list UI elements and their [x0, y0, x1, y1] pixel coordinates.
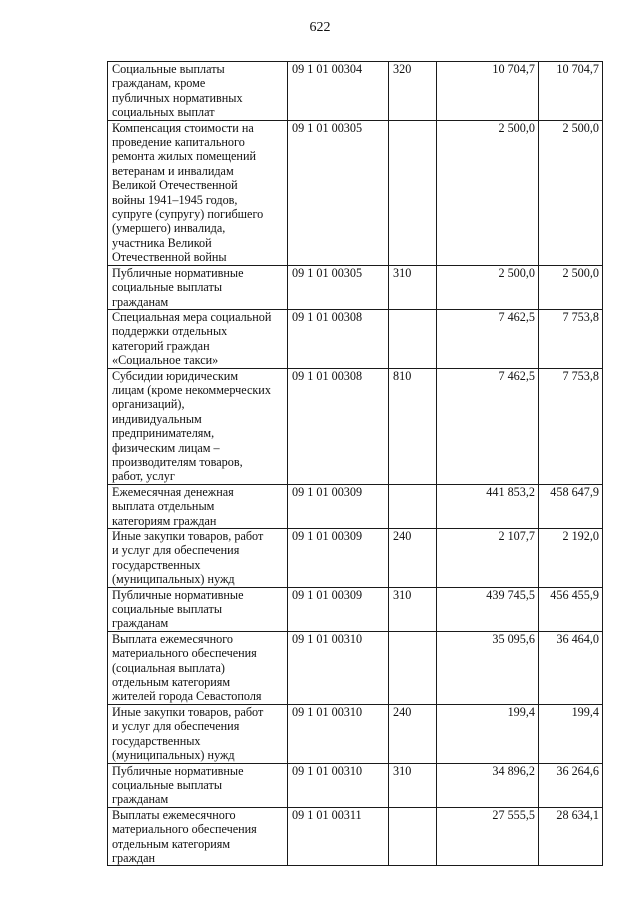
expense-name-cell: Публичные нормативные социальные выплаты гражданам [108, 265, 288, 309]
target-code-cell: 09 1 01 00310 [288, 763, 389, 807]
target-code-cell: 09 1 01 00308 [288, 309, 389, 368]
expense-name-cell: Специальная мера социальной поддержки отдельных категорий граждан «Социальное такси» [108, 309, 288, 368]
budget-table [107, 61, 603, 866]
expense-name-cell: Публичные нормативные социальные выплаты гражданам [108, 587, 288, 631]
amount-year1-cell: 2 500,0 [437, 120, 539, 265]
amount-year2-cell: 36 464,0 [539, 631, 603, 704]
amount-year2-cell: 2 192,0 [539, 529, 603, 588]
amount-year1-cell: 7 462,5 [437, 309, 539, 368]
amount-year1-cell: 35 095,6 [437, 631, 539, 704]
expense-name-cell: Субсидии юридическим лицам (кроме некоммерческих организаций), индивидуальным предпринимателям, физическим лицам – производителям товаров, работ, услуг [108, 368, 288, 484]
expense-type-cell: 310 [389, 763, 437, 807]
table-row [108, 368, 603, 484]
target-code-cell: 09 1 01 00309 [288, 484, 389, 528]
amount-year2-cell: 36 264,6 [539, 763, 603, 807]
expense-type-cell [389, 631, 437, 704]
expense-type-cell: 310 [389, 587, 437, 631]
expense-type-cell: 240 [389, 529, 437, 588]
expense-type-cell [389, 120, 437, 265]
amount-year2-cell: 10 704,7 [539, 62, 603, 121]
amount-year1-cell: 441 853,2 [437, 484, 539, 528]
target-code-cell: 09 1 01 00310 [288, 704, 389, 763]
expense-type-cell [389, 309, 437, 368]
table-row [108, 704, 603, 763]
expense-type-cell: 240 [389, 704, 437, 763]
expense-type-cell [389, 484, 437, 528]
target-code-cell: 09 1 01 00305 [288, 120, 389, 265]
amount-year2-cell: 7 753,8 [539, 309, 603, 368]
table-row [108, 484, 603, 528]
table-row [108, 763, 603, 807]
target-code-cell: 09 1 01 00311 [288, 807, 389, 866]
table-row [108, 807, 603, 866]
expense-name-cell: Компенсация стоимости на проведение капитального ремонта жилых помещений ветеранам и инвалидам Великой Отечественной войны 1941–1945 годов, супруге (супругу) погибшего (умершего) инвалида, участника Великой Отечественной войны [108, 120, 288, 265]
table-row [108, 120, 603, 265]
expense-name-cell: Иные закупки товаров, работ и услуг для обеспечения государственных (муниципальных) нужд [108, 529, 288, 588]
amount-year2-cell: 458 647,9 [539, 484, 603, 528]
expense-name-cell: Выплаты ежемесячного материального обеспечения отдельным категориям граждан [108, 807, 288, 866]
table-row [108, 529, 603, 588]
table-row [108, 587, 603, 631]
amount-year2-cell: 199,4 [539, 704, 603, 763]
expense-type-cell: 310 [389, 265, 437, 309]
amount-year1-cell: 199,4 [437, 704, 539, 763]
amount-year1-cell: 34 896,2 [437, 763, 539, 807]
expense-type-cell [389, 807, 437, 866]
amount-year1-cell: 2 500,0 [437, 265, 539, 309]
table-row [108, 309, 603, 368]
amount-year1-cell: 27 555,5 [437, 807, 539, 866]
amount-year2-cell: 7 753,8 [539, 368, 603, 484]
expense-name-cell: Выплата ежемесячного материального обеспечения (социальная выплата) отдельным категориям жителей города Севастополя [108, 631, 288, 704]
page-number: 622 [309, 20, 331, 35]
amount-year1-cell: 439 745,5 [437, 587, 539, 631]
expense-name-cell: Публичные нормативные социальные выплаты гражданам [108, 763, 288, 807]
expense-name-cell: Социальные выплаты гражданам, кроме публичных нормативных социальных выплат [108, 62, 288, 121]
table-row [108, 265, 603, 309]
amount-year2-cell: 28 634,1 [539, 807, 603, 866]
target-code-cell: 09 1 01 00308 [288, 368, 389, 484]
target-code-cell: 09 1 01 00309 [288, 587, 389, 631]
amount-year2-cell: 2 500,0 [539, 265, 603, 309]
amount-year1-cell: 2 107,7 [437, 529, 539, 588]
amount-year2-cell: 2 500,0 [539, 120, 603, 265]
target-code-cell: 09 1 01 00304 [288, 62, 389, 121]
target-code-cell: 09 1 01 00310 [288, 631, 389, 704]
expense-type-cell: 810 [389, 368, 437, 484]
table-row [108, 631, 603, 704]
budget-table-body [108, 62, 603, 866]
expense-name-cell: Иные закупки товаров, работ и услуг для обеспечения государственных (муниципальных) нужд [108, 704, 288, 763]
expense-name-cell: Ежемесячная денежная выплата отдельным категориям граждан [108, 484, 288, 528]
amount-year1-cell: 7 462,5 [437, 368, 539, 484]
target-code-cell: 09 1 01 00305 [288, 265, 389, 309]
amount-year1-cell: 10 704,7 [437, 62, 539, 121]
target-code-cell: 09 1 01 00309 [288, 529, 389, 588]
table-row [108, 62, 603, 121]
amount-year2-cell: 456 455,9 [539, 587, 603, 631]
expense-type-cell: 320 [389, 62, 437, 121]
